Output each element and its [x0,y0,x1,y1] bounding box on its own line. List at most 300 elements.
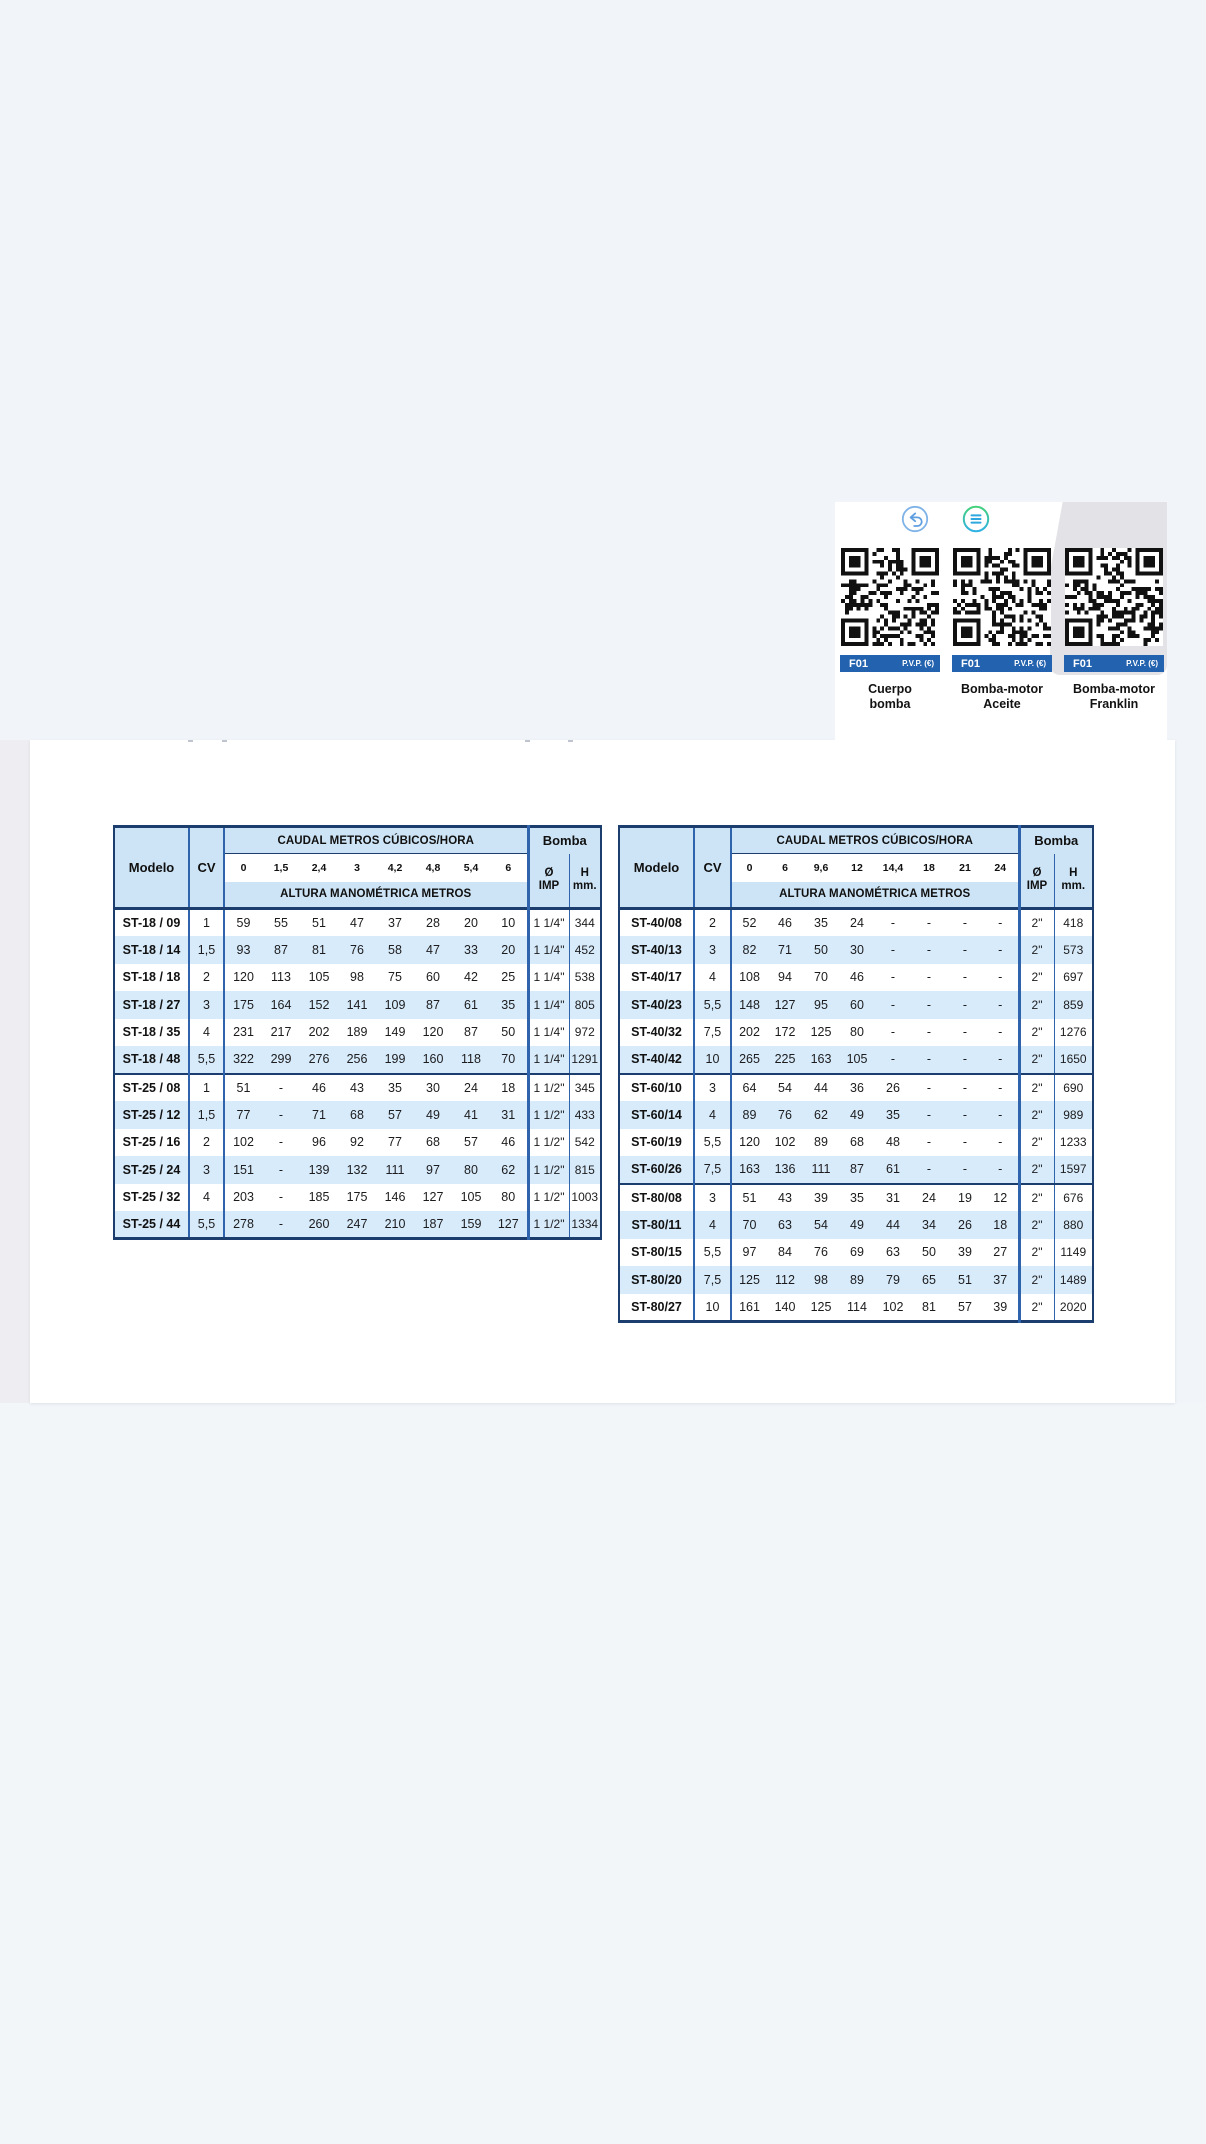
altura-cell: 12 [993,1190,1008,1205]
cv-cell: 10 [694,1046,731,1074]
column-header-cv: CV [694,827,731,909]
altura-cell: 114 [847,1299,867,1314]
model-cell: ST-18 / 09 [114,909,189,937]
altura-cell: 89 [814,1135,828,1150]
altura-cell: 322 [224,1046,262,1074]
model-cell: ST-60/19 [619,1129,694,1157]
table-row [619,1239,1093,1267]
altura-cell: - [890,1025,896,1040]
height-cell: 344 [574,916,595,930]
cropped-text-fragment [188,740,193,742]
column-header-cv: CV [189,827,224,909]
altura-cell: 87 [262,936,300,964]
diameter-cell: 1 1/4" [528,909,569,937]
altura-cell: - [890,970,896,985]
altura-cell: 10 [501,916,516,930]
price-code: F01 [849,657,868,670]
flow-tick-label: 6 [767,854,803,882]
height-cell: 676 [1063,1190,1084,1205]
column-header-modelo: Modelo [114,827,189,909]
altura-cell: 175 [224,991,262,1019]
flow-tick-label: 14,4 [875,854,911,882]
altura-cell: - [962,1080,968,1095]
flow-tick-label: 6 [490,854,528,882]
altura-cell: 60 [839,991,875,1019]
altura-cell: 46 [501,1135,516,1150]
diameter-cell: 1 1/4" [528,1046,569,1074]
height-cell: 1489 [1054,1266,1093,1294]
altura-cell: 97 [414,1156,452,1184]
height-cell: 1291 [569,1046,601,1074]
flow-tick-label: 12 [839,854,875,882]
altura-cell: 96 [312,1135,326,1150]
table-row [619,1101,1093,1129]
altura-cell: - [962,916,968,930]
diameter-cell: 1 1/2" [528,1184,569,1212]
altura-cell: - [998,970,1003,985]
altura-cell: 120 [233,970,254,985]
altura-cell: 39 [958,1245,972,1260]
altura-cell: 265 [731,1046,767,1074]
altura-cell: 84 [778,1245,792,1260]
price-tag-bar [1064,655,1164,672]
altura-cell: 61 [452,991,490,1019]
column-header-height: H mm. [569,854,601,909]
height-cell: 1597 [1054,1156,1093,1184]
height-cell: 345 [574,1080,595,1095]
pvp-label: P.V.P. (€) [1014,659,1046,668]
table-row [619,1129,1093,1157]
height-cell: 573 [1054,936,1093,964]
altura-cell: 63 [767,1211,803,1239]
flow-tick-label: 2,4 [300,854,338,882]
altura-cell: 260 [300,1211,338,1239]
flow-tick-label: 24 [983,854,1019,882]
altura-cell: 80 [452,1156,490,1184]
table-row [114,1211,601,1239]
flow-tick-label: 21 [947,854,983,882]
cv-cell: 3 [694,1184,731,1212]
table-bomba-title: Bomba [1019,827,1093,854]
altura-cell: 210 [376,1211,414,1239]
altura-cell: 164 [262,991,300,1019]
altura-cell: - [262,1156,300,1184]
altura-cell: 127 [490,1211,528,1239]
altura-cell: - [926,1025,932,1040]
table-row [114,909,601,937]
altura-cell: 93 [224,936,262,964]
cropped-text-fragment [525,740,530,742]
pump-table-st40-st60-st80 [618,825,1094,1323]
altura-cell: 175 [346,1190,368,1205]
qr-item[interactable] [1062,546,1166,712]
altura-cell: 120 [422,1025,444,1040]
altura-cell: 118 [452,1046,490,1074]
model-cell: ST-80/08 [619,1184,694,1212]
altura-cell: 76 [814,1245,828,1260]
qr-price-panel [835,502,1167,740]
altura-cell: 68 [338,1101,376,1129]
altura-cell: - [926,970,932,985]
table-row [619,1294,1093,1322]
altura-cell: 140 [774,1299,796,1314]
lower-background [0,1403,1206,2144]
altura-cell: 199 [376,1046,414,1074]
qr-code[interactable] [1065,548,1163,646]
price-tag-bar [840,655,940,672]
altura-cell: 82 [731,936,767,964]
pvp-label: P.V.P. (€) [902,659,934,668]
altura-cell: 98 [350,970,364,985]
table-row [619,991,1093,1019]
model-cell: ST-60/14 [619,1101,694,1129]
altura-cell: 127 [422,1190,444,1205]
flow-tick-label: 5,4 [452,854,490,882]
diameter-cell: 2" [1019,1239,1054,1267]
diameter-cell: 1 1/4" [528,1019,569,1047]
cv-cell: 2 [694,909,731,937]
cv-cell: 2 [189,1129,224,1157]
model-cell: ST-18 / 35 [114,1019,189,1047]
altura-cell: 172 [774,1025,796,1040]
diameter-cell: 2" [1019,1101,1054,1129]
model-cell: ST-80/15 [619,1239,694,1267]
altura-cell: 24 [922,1190,936,1205]
altura-cell: 68 [850,1135,864,1150]
model-cell: ST-60/10 [619,1074,694,1102]
altura-cell: 76 [767,1101,803,1129]
altura-cell: 77 [388,1135,402,1150]
altura-cell: 37 [983,1266,1019,1294]
qr-item[interactable] [838,546,942,712]
diameter-cell: 1 1/4" [528,964,569,992]
flow-tick-label: 0 [731,854,767,882]
altura-cell: - [962,970,968,985]
altura-cell: 61 [875,1156,911,1184]
table-row [114,1046,601,1074]
altura-cell: 20 [464,916,478,930]
model-cell: ST-40/32 [619,1019,694,1047]
altura-cell: 54 [803,1211,839,1239]
altura-cell: 50 [803,936,839,964]
altura-cell: - [998,1080,1003,1095]
altura-cell: 51 [742,1190,757,1205]
altura-cell: - [998,1135,1003,1150]
model-cell: ST-80/11 [619,1211,694,1239]
altura-cell: 18 [501,1080,516,1095]
altura-cell: - [983,1156,1019,1184]
cv-cell: 4 [694,1101,731,1129]
altura-cell: 187 [414,1211,452,1239]
table-row [114,1074,601,1102]
altura-cell: 102 [774,1135,796,1150]
height-cell: 690 [1063,1080,1084,1095]
altura-cell: 50 [501,1025,516,1040]
altura-cell: 19 [958,1190,972,1205]
model-cell: ST-80/20 [619,1266,694,1294]
altura-cell: 87 [414,991,452,1019]
table-row [114,936,601,964]
model-cell: ST-25 / 16 [114,1129,189,1157]
cv-cell: 1 [189,1074,224,1102]
table-row [619,936,1093,964]
price-tag-bar [952,655,1052,672]
qr-caption: Cuerpo bomba [868,682,912,711]
altura-cell: 278 [224,1211,262,1239]
model-cell: ST-25 / 12 [114,1101,189,1129]
altura-cell: 113 [271,970,291,985]
altura-cell: 55 [274,916,288,930]
table-row [114,964,601,992]
model-cell: ST-40/13 [619,936,694,964]
altura-cell: - [983,1101,1019,1129]
height-cell: 1276 [1059,1025,1087,1040]
height-cell: 1334 [569,1211,601,1239]
altura-cell: 95 [803,991,839,1019]
altura-cell: - [875,936,911,964]
altura-cell: 18 [983,1211,1019,1239]
flow-tick-label: 0 [224,854,262,882]
table-row [619,1184,1093,1212]
cv-cell: 5,5 [694,1129,731,1157]
altura-cell: 98 [803,1266,839,1294]
height-cell: 1003 [571,1190,599,1205]
altura-cell: 89 [731,1101,767,1129]
altura-cell: 39 [814,1190,828,1205]
height-cell: 452 [569,936,601,964]
diameter-cell: 1 1/2" [528,1101,569,1129]
table-row [619,1074,1093,1102]
cv-cell: 4 [694,1211,731,1239]
altura-cell: 33 [452,936,490,964]
table-row [619,909,1093,937]
altura-cell: 57 [376,1101,414,1129]
altura-cell: 70 [490,1046,528,1074]
undo-arrow-icon[interactable] [901,505,929,533]
altura-cell: 31 [490,1101,528,1129]
altura-cell: 46 [778,916,792,930]
column-header-diameter: Ø IMP [1019,854,1054,909]
table-row [114,1101,601,1129]
diameter-cell: 2" [1019,1046,1054,1074]
altura-cell: - [962,1135,968,1150]
flow-tick-label: 4,8 [414,854,452,882]
qr-code[interactable] [953,548,1051,646]
altura-cell: 125 [810,1299,832,1314]
altura-cell: - [947,991,983,1019]
altura-cell: 69 [850,1245,864,1260]
altura-cell: 27 [993,1245,1008,1260]
table-caudal-title: CAUDAL METROS CÚBICOS/HORA [731,827,1019,854]
altura-cell: 57 [958,1299,972,1314]
flow-tick-label: 4,2 [376,854,414,882]
cv-cell: 1 [189,909,224,937]
altura-cell: 141 [338,991,376,1019]
altura-cell: 120 [739,1135,760,1150]
altura-cell: 28 [426,916,440,930]
height-cell: 1233 [1059,1135,1087,1150]
cv-cell: 1,5 [189,936,224,964]
altura-cell: 105 [460,1190,482,1205]
flow-tick-label: 1,5 [262,854,300,882]
diameter-cell: 2" [1019,1184,1054,1212]
altura-cell: - [926,916,932,930]
altura-cell: 112 [767,1266,803,1294]
altura-cell: 20 [490,936,528,964]
column-header-height: H mm. [1054,854,1093,909]
qr-caption: Bomba-motor Franklin [1073,682,1155,711]
altura-cell: 163 [803,1046,839,1074]
cv-cell: 5,5 [189,1211,224,1239]
list-menu-icon[interactable] [962,505,990,533]
diameter-cell: 1 1/4" [528,936,569,964]
altura-cell: - [947,1101,983,1129]
table-row [114,1156,601,1184]
price-code: F01 [1073,657,1092,670]
model-cell: ST-25 / 08 [114,1074,189,1102]
altura-cell: - [278,1080,284,1095]
height-cell: 989 [1054,1101,1093,1129]
table-row [114,1184,601,1212]
altura-cell: 87 [839,1156,875,1184]
altura-cell: - [998,916,1003,930]
table-altura-title: ALTURA MANOMÉTRICA METROS [731,882,1019,909]
altura-cell: 189 [346,1025,368,1040]
altura-cell: - [262,1101,300,1129]
altura-cell: 80 [501,1190,516,1205]
height-cell: 433 [569,1101,601,1129]
model-cell: ST-25 / 24 [114,1156,189,1184]
diameter-cell: 1 1/4" [528,991,569,1019]
altura-cell: 48 [886,1135,900,1150]
altura-cell: - [875,991,911,1019]
altura-cell: 109 [376,991,414,1019]
altura-cell: 231 [233,1025,254,1040]
column-header-modelo: Modelo [619,827,694,909]
altura-cell: 64 [742,1080,757,1095]
height-cell: 1650 [1054,1046,1093,1074]
cv-cell: 2 [189,964,224,992]
model-cell: ST-18 / 18 [114,964,189,992]
altura-cell: 89 [839,1266,875,1294]
altura-cell: - [947,1046,983,1074]
table-row [619,1266,1093,1294]
altura-cell: 35 [388,1080,402,1095]
height-cell: 697 [1063,970,1084,985]
cv-cell: 3 [694,1074,731,1102]
diameter-cell: 1 1/2" [528,1211,569,1239]
flow-tick-label: 18 [911,854,947,882]
table-row [619,1156,1093,1184]
altura-cell: 92 [350,1135,364,1150]
diameter-cell: 2" [1019,1156,1054,1184]
diameter-cell: 2" [1019,991,1054,1019]
altura-cell: - [278,1190,284,1205]
altura-cell: 105 [308,970,330,985]
altura-cell: 62 [803,1101,839,1129]
altura-cell: 30 [839,936,875,964]
altura-cell: - [890,916,896,930]
altura-cell: 111 [803,1156,839,1184]
altura-cell: 163 [731,1156,767,1184]
model-cell: ST-40/17 [619,964,694,992]
height-cell: 2020 [1059,1299,1087,1314]
altura-cell: 161 [739,1299,760,1314]
altura-cell: 125 [731,1266,767,1294]
cv-cell: 7,5 [694,1019,731,1047]
altura-cell: 24 [464,1080,478,1095]
altura-cell: 151 [224,1156,262,1184]
altura-cell: 46 [312,1080,326,1095]
altura-cell: 59 [236,916,251,930]
diameter-cell: 2" [1019,1129,1054,1157]
altura-cell: 160 [414,1046,452,1074]
table-row [619,1019,1093,1047]
cv-cell: 10 [694,1294,731,1322]
cv-cell: 4 [189,1184,224,1212]
cv-cell: 3 [189,991,224,1019]
diameter-cell: 2" [1019,1074,1054,1102]
altura-cell: 26 [947,1211,983,1239]
model-cell: ST-80/27 [619,1294,694,1322]
altura-cell: 149 [384,1025,406,1040]
altura-cell: 60 [426,970,440,985]
altura-cell: - [911,991,947,1019]
altura-cell: 43 [350,1080,364,1095]
altura-cell: 111 [376,1156,414,1184]
column-header-diameter: Ø IMP [528,854,569,909]
altura-cell: 247 [338,1211,376,1239]
altura-cell: 44 [875,1211,911,1239]
cv-cell: 1,5 [189,1101,224,1129]
altura-cell: 132 [338,1156,376,1184]
altura-cell: 139 [300,1156,338,1184]
flow-tick-label: 3 [338,854,376,882]
cv-cell: 7,5 [694,1266,731,1294]
altura-cell: 57 [464,1135,478,1150]
altura-cell: 70 [814,970,828,985]
height-cell: 1149 [1060,1245,1087,1260]
altura-cell: 24 [850,916,864,930]
table-row [619,1211,1093,1239]
altura-cell: 203 [233,1190,254,1205]
cv-cell: 5,5 [694,991,731,1019]
altura-cell: - [278,1135,284,1150]
model-cell: ST-40/23 [619,991,694,1019]
cv-cell: 4 [694,964,731,992]
altura-cell: 185 [308,1190,330,1205]
altura-cell: 46 [850,970,864,985]
altura-cell: 94 [778,970,792,985]
altura-cell: 35 [490,991,528,1019]
altura-cell: - [926,1080,932,1095]
altura-cell: 42 [464,970,478,985]
diameter-cell: 2" [1019,936,1054,964]
altura-cell: 146 [384,1190,406,1205]
qr-item[interactable] [950,546,1054,712]
qr-code[interactable] [841,548,939,646]
altura-cell: 202 [739,1025,760,1040]
altura-cell: - [911,1156,947,1184]
altura-cell: - [962,1025,968,1040]
height-cell: 542 [574,1135,595,1150]
cv-cell: 4 [189,1019,224,1047]
altura-cell: 47 [414,936,452,964]
altura-cell: 37 [388,916,402,930]
diameter-cell: 2" [1019,1266,1054,1294]
altura-cell: - [911,936,947,964]
altura-cell: 51 [947,1266,983,1294]
